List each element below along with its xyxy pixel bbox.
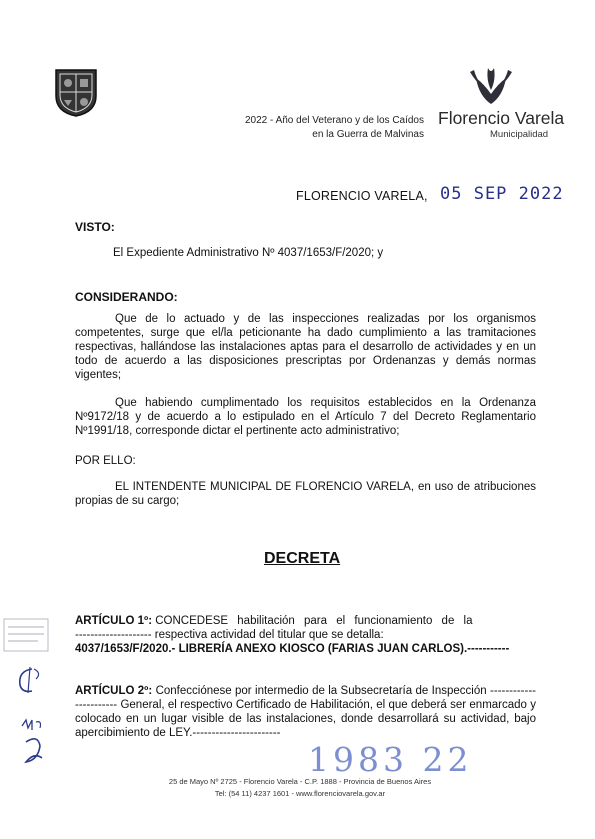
visto-heading: VISTO: xyxy=(75,220,115,234)
brand-name: Florencio Varela xyxy=(438,108,565,128)
article-2-label: ARTÍCULO 2º: xyxy=(75,685,153,697)
decreta-heading: DECRETA xyxy=(264,550,341,567)
article-2 xyxy=(75,684,536,740)
article-2-line-2: General, el respectivo Certificado de Habilitación, el que deberá ser enmarcado y colocado en un lugar visible de las instalaciones, donde desarrollará su actividad, bajo apercibimiento de LEY.----------------------- xyxy=(75,699,536,739)
considerando-paragraph-2: Que habiendo cumplimentado los requisitos establecidos en la Ordenanza Nº9172/18 y de acuerdo a lo estipulado en el Artículo 7 del Decreto Reglamentario Nº1991/18, corresponde dictar el pertinente acto administrativo; xyxy=(75,397,536,437)
por-ello-text: EL INTENDENTE MUNICIPAL DE FLORENCIO VARELA, en uso de atribuciones propias de su cargo; xyxy=(75,481,536,507)
margin-stamp-icon xyxy=(2,615,52,655)
article-1-line-2: respectiva actividad del titular que se detalla: xyxy=(154,629,384,641)
handwritten-initials-icon xyxy=(14,663,44,699)
considerando-heading: CONSIDERANDO: xyxy=(75,290,178,304)
article-2-dashes: ----------------------- xyxy=(75,685,536,711)
motto-line-1: 2022 - Año del Veterano y de los Caídos xyxy=(244,115,424,126)
motto-line-2: en la Guerra de Malvinas xyxy=(312,129,424,140)
coat-of-arms-icon xyxy=(52,66,100,118)
article-1-line-1: CONCEDESE habilitación para el funcionamiento de la xyxy=(155,615,473,627)
article-1 xyxy=(75,614,536,656)
brand-subtitle: Municipalidad xyxy=(490,129,549,140)
handwritten-signature-icon xyxy=(18,716,48,768)
article-1-label: ARTÍCULO 1º: xyxy=(75,615,153,627)
footer-contact: Tel: (54 11) 4237 1601 - www.florenciovarela.gov.ar xyxy=(214,789,386,798)
year-motto xyxy=(200,114,424,142)
article-1-dashes: -------------------- xyxy=(75,629,152,641)
considerando-paragraph-1: Que de lo actuado y de las inspecciones realizadas por los organismos competentes, surge que el/la peticionante ha dado cumplimiento a las tramitaciones respectivas, hallándose las instalaciones aptas para el desarrollo de actividades y en un todo de acuerdo a las disposiciones prescriptas por Ordenanzas y demás normas vigentes; xyxy=(75,313,536,381)
article-2-line-1: Confecciónese por intermedio de la Subsecretaría de Inspección xyxy=(155,685,487,697)
footer xyxy=(150,776,450,800)
article-1-detail: 4037/1653/F/2020.- LIBRERÍA ANEXO KIOSCO (FARIAS JUAN CARLOS).----------- xyxy=(75,643,510,655)
florencio-varela-logo-icon xyxy=(466,66,516,106)
por-ello-heading: POR ELLO: xyxy=(75,455,136,467)
decree-number-stamp: 1983 22 xyxy=(308,740,473,779)
footer-address: 25 de Mayo Nº 2725 - Florencio Varela - C.P. 1888 - Provincia de Buenos Aires xyxy=(168,777,432,786)
visto-text: El Expediente Administrativo Nº 4037/1653/F/2020; y xyxy=(113,247,384,259)
date-stamp: 05 SEP 2022 xyxy=(440,184,564,204)
place: FLORENCIO VARELA, xyxy=(296,189,428,203)
